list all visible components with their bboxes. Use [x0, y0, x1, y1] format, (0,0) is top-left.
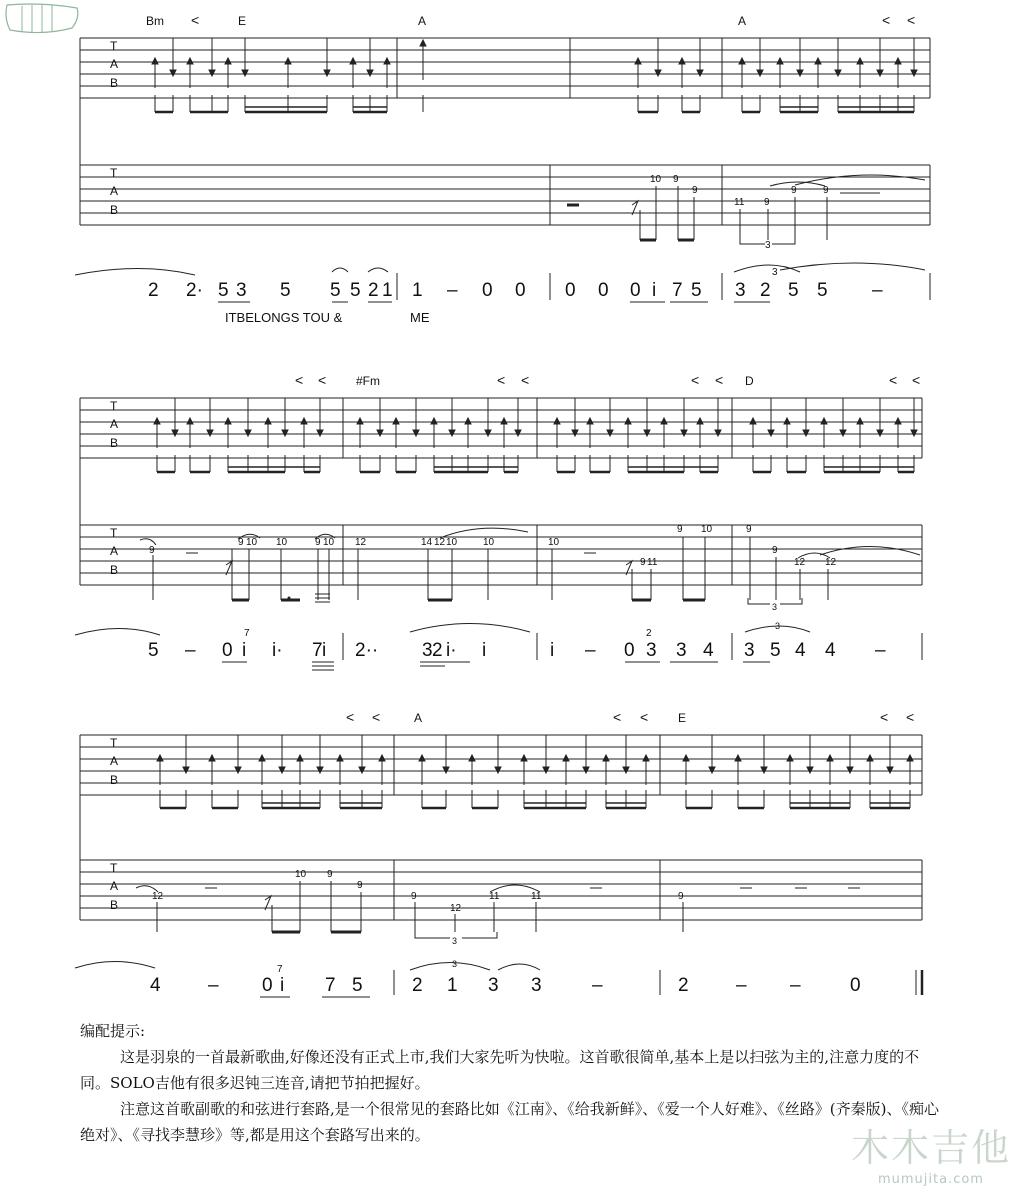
- jianpu-note: –: [185, 640, 196, 661]
- jianpu-note: 5: [148, 640, 159, 661]
- jianpu-note: 0: [515, 280, 526, 301]
- jianpu-note: 2: [760, 280, 771, 301]
- jianpu-note: 1: [447, 975, 458, 996]
- svg-text:B: B: [110, 898, 119, 912]
- strum-down-arrow-icon: [207, 430, 213, 436]
- jianpu-note: –: [875, 640, 886, 661]
- jianpu-note: 3: [488, 975, 499, 996]
- svg-text:3: 3: [772, 602, 778, 612]
- svg-text:3: 3: [775, 621, 781, 631]
- tab-clefs: [110, 39, 118, 912]
- strum-up-arrow-icon: [815, 58, 821, 64]
- strum-down-arrow-icon: [887, 767, 893, 773]
- lead-staff-3: [80, 860, 922, 920]
- jianpu-note: 2··: [355, 640, 379, 661]
- arrangement-notes: [80, 1018, 940, 1148]
- grace-mark: 7: [277, 964, 283, 975]
- strum-up-arrow-icon: [895, 418, 901, 424]
- strum-down-arrow-icon: [377, 430, 383, 436]
- jianpu-note: 4: [150, 975, 161, 996]
- svg-text:A: A: [110, 57, 119, 71]
- tab-number: 10: [295, 869, 307, 880]
- tab-number: 9: [791, 185, 797, 196]
- tab-number: 10: [446, 537, 458, 548]
- strum-up-arrow-icon: [469, 755, 475, 761]
- strum-down-arrow-icon: [840, 430, 846, 436]
- jianpu-note: 5: [817, 280, 828, 301]
- svg-text:B: B: [110, 203, 119, 217]
- tab-number: 11: [734, 197, 745, 208]
- strum-down-arrow-icon: [324, 70, 330, 76]
- strum-down-arrow-icon: [245, 430, 251, 436]
- jianpu-note: 3: [735, 280, 746, 301]
- tab-number: 14: [421, 537, 433, 548]
- watermark: [851, 1117, 1011, 1187]
- jianpu-note: i: [482, 640, 487, 661]
- strum-down-arrow-icon: [761, 767, 767, 773]
- chord-label: A: [738, 14, 747, 28]
- strum-down-arrow-icon: [183, 767, 189, 773]
- jianpu-note: 3: [744, 640, 755, 661]
- strum-down-arrow-icon: [413, 430, 419, 436]
- strum-down-arrow-icon: [359, 767, 365, 773]
- svg-text:T: T: [110, 736, 118, 750]
- svg-text:<: <: [906, 709, 915, 725]
- strum-down-arrow-icon: [803, 430, 809, 436]
- notes-paragraph-2: 注意这首歌副歌的和弦进行套路,是一个很常见的套路比如《江南》、《给我新鲜》、《爱一个人好难》、《丝路》(齐秦版)、《痴心绝对》、《寻找李慧珍》等,都是用这个套路写出来的。: [80, 1100, 939, 1144]
- lead-stems: [136, 175, 925, 938]
- tab-number: 11: [489, 891, 500, 902]
- strum-up-arrow-icon: [225, 418, 231, 424]
- jianpu-note: 0: [624, 640, 635, 661]
- jianpu-note: i: [280, 975, 285, 996]
- jianpu-note: i·: [272, 640, 283, 661]
- tab-number: 9: [238, 537, 244, 548]
- tab-number: 10: [701, 524, 713, 535]
- rhythm-staff-2: [80, 398, 922, 458]
- strum-arrows: [152, 38, 917, 808]
- svg-text:<: <: [191, 12, 200, 28]
- jianpu-note: i: [550, 640, 555, 661]
- svg-text:<: <: [715, 372, 724, 388]
- jianpu-note: 0: [598, 280, 609, 301]
- strum-up-arrow-icon: [907, 755, 913, 761]
- svg-text:T: T: [110, 526, 118, 540]
- tab-number: 12: [355, 537, 367, 548]
- jianpu-note: –: [872, 280, 883, 301]
- strum-down-arrow-icon: [172, 430, 178, 436]
- jianpu-note: 5: [788, 280, 799, 301]
- jianpu-note: 4: [795, 640, 806, 661]
- tab-number: 9: [149, 545, 155, 556]
- notes-title: 编配提示:: [80, 1022, 146, 1040]
- jianpu-note: i: [322, 640, 327, 661]
- tab-number: 9: [746, 524, 752, 535]
- jianpu-note: i·: [446, 640, 457, 661]
- chord-label: D: [745, 374, 754, 388]
- tab-number: 12: [794, 557, 806, 568]
- jianpu-note: 2·: [186, 280, 203, 301]
- strum-down-arrow-icon: [847, 767, 853, 773]
- jianpu-note: 0: [565, 280, 576, 301]
- tab-number: 9: [678, 891, 684, 902]
- chord-label: A: [414, 711, 423, 725]
- tab-number: 10: [650, 174, 662, 185]
- svg-text:B: B: [110, 436, 119, 450]
- svg-text:<: <: [912, 372, 921, 388]
- strum-up-arrow-icon: [857, 58, 863, 64]
- strum-up-arrow-icon: [735, 755, 741, 761]
- strum-up-arrow-icon: [152, 58, 158, 64]
- jianpu-note: 3: [236, 280, 247, 301]
- strum-up-arrow-icon: [420, 40, 426, 46]
- strum-down-arrow-icon: [583, 767, 589, 773]
- svg-text:<: <: [882, 12, 891, 28]
- strum-up-arrow-icon: [521, 755, 527, 761]
- strum-up-arrow-icon: [259, 755, 265, 761]
- strum-up-arrow-icon: [821, 418, 827, 424]
- tab-number: 11: [647, 557, 658, 568]
- strum-down-arrow-icon: [515, 430, 521, 436]
- jianpu-note: 0: [482, 280, 493, 301]
- svg-text:<: <: [346, 709, 355, 725]
- svg-text:<: <: [295, 372, 304, 388]
- svg-text:<: <: [691, 372, 700, 388]
- jianpu-note: –: [447, 280, 458, 301]
- strum-down-arrow-icon: [697, 70, 703, 76]
- svg-text:A: A: [110, 754, 119, 768]
- jianpu-note: 0: [222, 640, 233, 661]
- strum-down-arrow-icon: [623, 767, 629, 773]
- jianpu-note: 2: [412, 975, 423, 996]
- strum-up-arrow-icon: [857, 418, 863, 424]
- tab-number: 9: [411, 891, 417, 902]
- strum-up-arrow-icon: [643, 755, 649, 761]
- strum-up-arrow-icon: [777, 58, 783, 64]
- jianpu-note: –: [790, 975, 801, 996]
- tab-number: 12: [434, 537, 446, 548]
- jianpu-note: i: [242, 640, 247, 661]
- strum-down-arrow-icon: [235, 767, 241, 773]
- svg-text:<: <: [880, 709, 889, 725]
- rhythm-staff-1: [80, 38, 930, 98]
- strum-up-arrow-icon: [587, 418, 593, 424]
- tab-number: 9: [315, 537, 321, 548]
- strum-down-arrow-icon: [644, 430, 650, 436]
- svg-text:A: A: [110, 184, 119, 198]
- jianpu-note: 0: [850, 975, 861, 996]
- lead-staff-2: [80, 525, 922, 585]
- tab-number: 9: [772, 545, 778, 556]
- strum-up-arrow-icon: [265, 418, 271, 424]
- jianpu-note: i: [652, 280, 657, 301]
- svg-text:B: B: [110, 76, 119, 90]
- strum-up-arrow-icon: [154, 418, 160, 424]
- svg-text:<: <: [372, 709, 381, 725]
- tab-number: 9: [640, 557, 646, 568]
- strum-down-arrow-icon: [572, 430, 578, 436]
- jianpu-note: 4: [825, 640, 836, 661]
- strum-up-arrow-icon: [625, 418, 631, 424]
- jianpu-note: 5: [350, 280, 361, 301]
- jianpu-note: –: [592, 975, 603, 996]
- strum-up-arrow-icon: [739, 58, 745, 64]
- strum-up-arrow-icon: [285, 58, 291, 64]
- tab-number: 10: [246, 537, 258, 548]
- jianpu-note: 0: [630, 280, 641, 301]
- strum-up-arrow-icon: [393, 418, 399, 424]
- svg-text:B: B: [110, 773, 119, 787]
- tab-number: 9: [327, 869, 333, 880]
- jianpu-note: 2: [148, 280, 159, 301]
- strum-down-arrow-icon: [170, 70, 176, 76]
- svg-text:A: A: [110, 544, 119, 558]
- strum-up-arrow-icon: [357, 418, 363, 424]
- tab-number: 9: [692, 185, 698, 196]
- strum-down-arrow-icon: [655, 70, 661, 76]
- watermark-logo-text: 木木吉他: [850, 1126, 1011, 1170]
- jianpu-note: 5: [218, 280, 229, 301]
- strum-up-arrow-icon: [787, 755, 793, 761]
- jianpu-note: –: [585, 640, 596, 661]
- strum-up-arrow-icon: [465, 418, 471, 424]
- svg-text:<: <: [497, 372, 506, 388]
- tab-number: 9: [357, 880, 363, 891]
- jianpu-note: 3: [676, 640, 687, 661]
- strum-up-arrow-icon: [554, 418, 560, 424]
- svg-text:T: T: [110, 399, 118, 413]
- strum-down-arrow-icon: [485, 430, 491, 436]
- strum-down-arrow-icon: [877, 430, 883, 436]
- triplet-mark: 3: [772, 267, 778, 278]
- strum-up-arrow-icon: [697, 418, 703, 424]
- strum-up-arrow-icon: [187, 58, 193, 64]
- jianpu-note: 0: [262, 975, 273, 996]
- svg-text:<: <: [889, 372, 898, 388]
- strum-down-arrow-icon: [607, 430, 613, 436]
- svg-text:T: T: [110, 861, 118, 875]
- strum-down-arrow-icon: [715, 430, 721, 436]
- jianpu-note: 3: [646, 640, 657, 661]
- tab-number: 10: [483, 537, 495, 548]
- strum-up-arrow-icon: [827, 755, 833, 761]
- lyrics-tail: ME: [410, 310, 430, 325]
- jianpu-note: 5: [691, 280, 702, 301]
- jianpu-note: –: [208, 975, 219, 996]
- chord-label: A: [418, 14, 427, 28]
- strum-down-arrow-icon: [543, 767, 549, 773]
- chord-label: Bm: [146, 14, 164, 28]
- strum-down-arrow-icon: [709, 767, 715, 773]
- grace-mark: 2: [646, 628, 652, 639]
- jianpu-note: 3: [531, 975, 542, 996]
- chord-label: #Fm: [356, 374, 380, 388]
- strum-up-arrow-icon: [225, 58, 231, 64]
- jianpu-note: 2: [678, 975, 689, 996]
- strum-down-arrow-icon: [835, 70, 841, 76]
- strum-up-arrow-icon: [501, 418, 507, 424]
- strum-down-arrow-icon: [768, 430, 774, 436]
- strum-up-arrow-icon: [661, 418, 667, 424]
- rhythm-staff-3: [80, 735, 922, 795]
- strum-up-arrow-icon: [187, 418, 193, 424]
- tab-number: 12: [825, 557, 837, 568]
- strum-down-arrow-icon: [443, 767, 449, 773]
- jianpu-note: 7: [312, 640, 323, 661]
- strum-up-arrow-icon: [603, 755, 609, 761]
- svg-text:A: A: [110, 417, 119, 431]
- tab-number: 9: [764, 197, 770, 208]
- strum-down-arrow-icon: [449, 430, 455, 436]
- strum-down-arrow-icon: [317, 430, 323, 436]
- chord-label: E: [678, 711, 687, 725]
- tab-number: 11: [531, 891, 542, 902]
- jianpu-note: 2: [432, 640, 443, 661]
- strum-up-arrow-icon: [635, 58, 641, 64]
- lyrics: ITBELONGS TOU &: [225, 310, 343, 325]
- strum-up-arrow-icon: [384, 58, 390, 64]
- svg-text:3: 3: [452, 959, 458, 969]
- chord-label: E: [238, 14, 247, 28]
- strum-up-arrow-icon: [679, 58, 685, 64]
- strum-down-arrow-icon: [757, 70, 763, 76]
- tab-number: 12: [152, 891, 164, 902]
- strum-down-arrow-icon: [279, 767, 285, 773]
- strum-up-arrow-icon: [209, 755, 215, 761]
- strum-up-arrow-icon: [563, 755, 569, 761]
- jianpu-note: 5: [770, 640, 781, 661]
- svg-text:3: 3: [452, 936, 458, 946]
- accent-marks: [191, 12, 920, 725]
- svg-text:<: <: [613, 709, 622, 725]
- tab-number: 10: [323, 537, 335, 548]
- strum-up-arrow-icon: [419, 755, 425, 761]
- strum-down-arrow-icon: [807, 767, 813, 773]
- strum-down-arrow-icon: [495, 767, 501, 773]
- strum-up-arrow-icon: [895, 58, 901, 64]
- strum-up-arrow-icon: [301, 418, 307, 424]
- strum-up-arrow-icon: [867, 755, 873, 761]
- strum-down-arrow-icon: [797, 70, 803, 76]
- grace-mark: 7: [244, 628, 250, 639]
- strum-down-arrow-icon: [242, 70, 248, 76]
- svg-text:<: <: [907, 12, 916, 28]
- triplet-mark: 3: [765, 240, 771, 251]
- strum-down-arrow-icon: [681, 430, 687, 436]
- svg-text:<: <: [640, 709, 649, 725]
- watermark-url: mumujita.com: [877, 1172, 984, 1187]
- strum-up-arrow-icon: [379, 755, 385, 761]
- jianpu-note: –: [736, 975, 747, 996]
- tab-number: 9: [673, 174, 679, 185]
- strum-up-arrow-icon: [350, 58, 356, 64]
- strum-down-arrow-icon: [367, 70, 373, 76]
- svg-text:B: B: [110, 563, 119, 577]
- svg-text:T: T: [110, 166, 118, 180]
- tab-number: 9: [823, 185, 829, 196]
- jianpu-note: 2: [368, 280, 379, 301]
- strum-up-arrow-icon: [750, 418, 756, 424]
- svg-text:<: <: [318, 372, 327, 388]
- strum-up-arrow-icon: [157, 755, 163, 761]
- strum-up-arrow-icon: [337, 755, 343, 761]
- svg-text:T: T: [110, 39, 118, 53]
- jianpu-note: 5: [352, 975, 363, 996]
- jianpu-note: 4: [703, 640, 714, 661]
- tab-number: 9: [677, 524, 683, 535]
- jianpu-note: 5: [280, 280, 291, 301]
- jianpu-note: 3: [422, 640, 433, 661]
- svg-text:A: A: [110, 879, 119, 893]
- strum-down-arrow-icon: [911, 70, 917, 76]
- jianpu-note: 1: [382, 280, 393, 301]
- jianpu-note: 7: [672, 280, 683, 301]
- jianpu-note: 5: [330, 280, 341, 301]
- strum-down-arrow-icon: [282, 430, 288, 436]
- strum-down-arrow-icon: [911, 430, 917, 436]
- strum-up-arrow-icon: [784, 418, 790, 424]
- svg-text:<: <: [521, 372, 530, 388]
- tab-number: 12: [450, 903, 462, 914]
- strum-down-arrow-icon: [317, 767, 323, 773]
- notes-paragraph-1: 这是羽泉的一首最新歌曲,好像还没有正式上市,我们大家先听为快啦。这首歌很简单,基本上是以扫弦为主的,注意力度的不同。SOLO吉他有很多迟钝三连音,请把节拍把握好。: [80, 1048, 920, 1092]
- strum-down-arrow-icon: [877, 70, 883, 76]
- jianpu-note: 1: [412, 280, 423, 301]
- strum-up-arrow-icon: [683, 755, 689, 761]
- strum-up-arrow-icon: [297, 755, 303, 761]
- strum-up-arrow-icon: [431, 418, 437, 424]
- jianpu-note: 7: [325, 975, 336, 996]
- strum-down-arrow-icon: [209, 70, 215, 76]
- tab-number: 10: [276, 537, 288, 548]
- tab-number: 10: [548, 537, 560, 548]
- lead-staff-1: [80, 165, 930, 225]
